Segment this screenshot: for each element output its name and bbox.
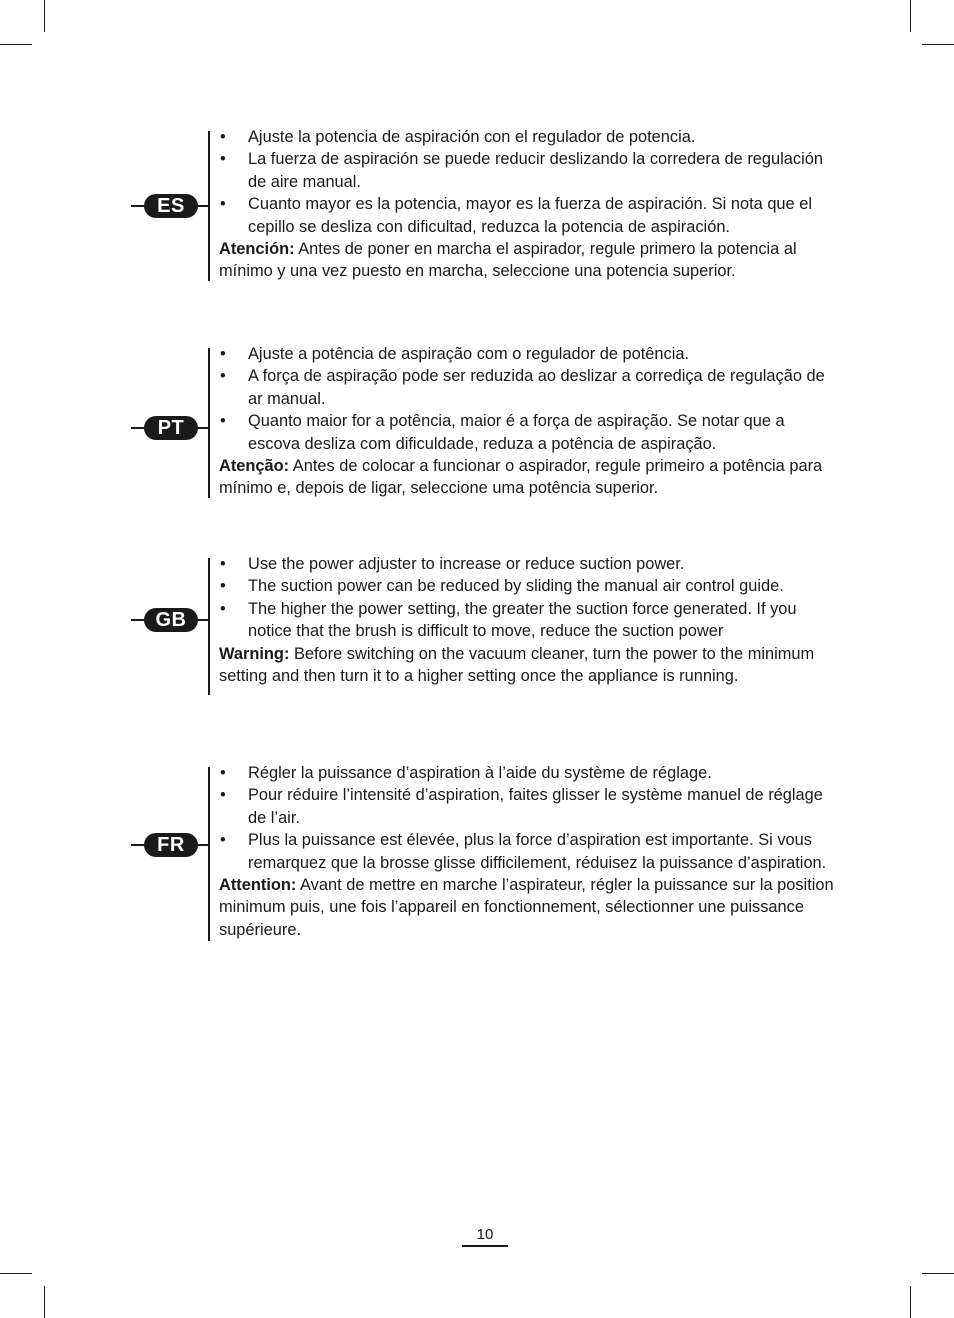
section-content (219, 343, 839, 500)
list-item: • Régler la puissance d’aspiration à l’aide du système de réglage. (220, 764, 712, 782)
crop-mark (0, 1273, 32, 1274)
language-badge-gb: GB (144, 608, 198, 632)
language-badge-fr: FR (144, 833, 198, 857)
warning-note (219, 643, 839, 688)
list-item: • A força de aspiração pode ser reduzida ao deslizar a corrediça de regulação de ar manual. (220, 367, 825, 408)
list-item: • Pour réduire l’intensité d’aspiration, faites glisser le système manuel de réglage de l’air. (220, 786, 823, 827)
list-item: • Ajuste la potencia de aspiración con el regulador de potencia. (220, 128, 696, 146)
page-number: 10 (462, 1226, 508, 1247)
list-item: • Cuanto mayor es la potencia, mayor es la fuerza de aspiración. Si nota que el cepillo se desliza con dificultad, reduzca la potencia de aspiración. (220, 195, 812, 236)
section-content (219, 762, 839, 941)
section-bracket (208, 558, 210, 695)
bullet-list (219, 343, 839, 455)
crop-mark (910, 0, 911, 32)
list-item: • Use the power adjuster to increase or reduce suction power. (220, 555, 685, 573)
crop-mark (922, 1273, 954, 1274)
language-badge-pt: PT (144, 416, 198, 440)
attention-note (219, 455, 839, 500)
bullet-list (219, 126, 839, 238)
crop-mark (44, 1286, 45, 1318)
list-item: • La fuerza de aspiración se puede reducir deslizando la corredera de regulación de aire manual. (220, 150, 823, 191)
list-item: • Ajuste a potência de aspiração com o regulador de potência. (220, 345, 690, 363)
list-item: • The higher the power setting, the greater the suction force generated. If you notice that the brush is difficult to move, reduce the suction power (220, 599, 797, 641)
section-bracket (208, 348, 210, 498)
section-bracket (208, 767, 210, 941)
list-item: • The suction power can be reduced by sliding the manual air control guide. (220, 577, 784, 596)
crop-mark (922, 44, 954, 45)
bullet-list (219, 553, 839, 643)
section-content (219, 126, 839, 283)
language-badge-es: ES (144, 194, 198, 218)
attention-note (219, 874, 839, 941)
attention-label: Attention: (219, 876, 297, 895)
list-item: • Quanto maior for a potência, maior é a força de aspiração. Se notar que a escova desliza com dificuldade, reduza a potência de aspiração. (220, 412, 785, 453)
attention-label: Atención: (219, 240, 295, 259)
bullet-list (219, 762, 839, 874)
warning-text: Before switching on the vacuum cleaner, turn the power to the minimum setting and then turn it to a higher setting once the appliance is running. (219, 644, 815, 686)
crop-mark (44, 0, 45, 32)
attention-text: Avant de mettre en marche l’aspirateur, régler la puissance sur la position minimum puis, une fois l’appareil en fonctionnement, sélectionner une puissance supérieure. (219, 876, 834, 939)
warning-label: Warning: (219, 644, 290, 663)
crop-mark (910, 1286, 911, 1318)
crop-mark (0, 44, 32, 45)
attention-text: Antes de poner en marcha el aspirador, regule primero la potencia al mínimo y una vez puesto en marcha, seleccione una potencia superior. (219, 240, 797, 281)
list-item: • Plus la puissance est élevée, plus la force d’aspiration est importante. Si vous remarquez que la brosse glisse difficilement, réduisez la puissance d’aspiration. (220, 831, 827, 872)
attention-label: Atenção: (219, 457, 290, 476)
attention-note (219, 238, 839, 283)
attention-text: Antes de colocar a funcionar o aspirador, regule primeiro a potência para mínimo e, depois de ligar, seleccione uma potência superior. (219, 457, 823, 498)
section-content (219, 553, 839, 687)
